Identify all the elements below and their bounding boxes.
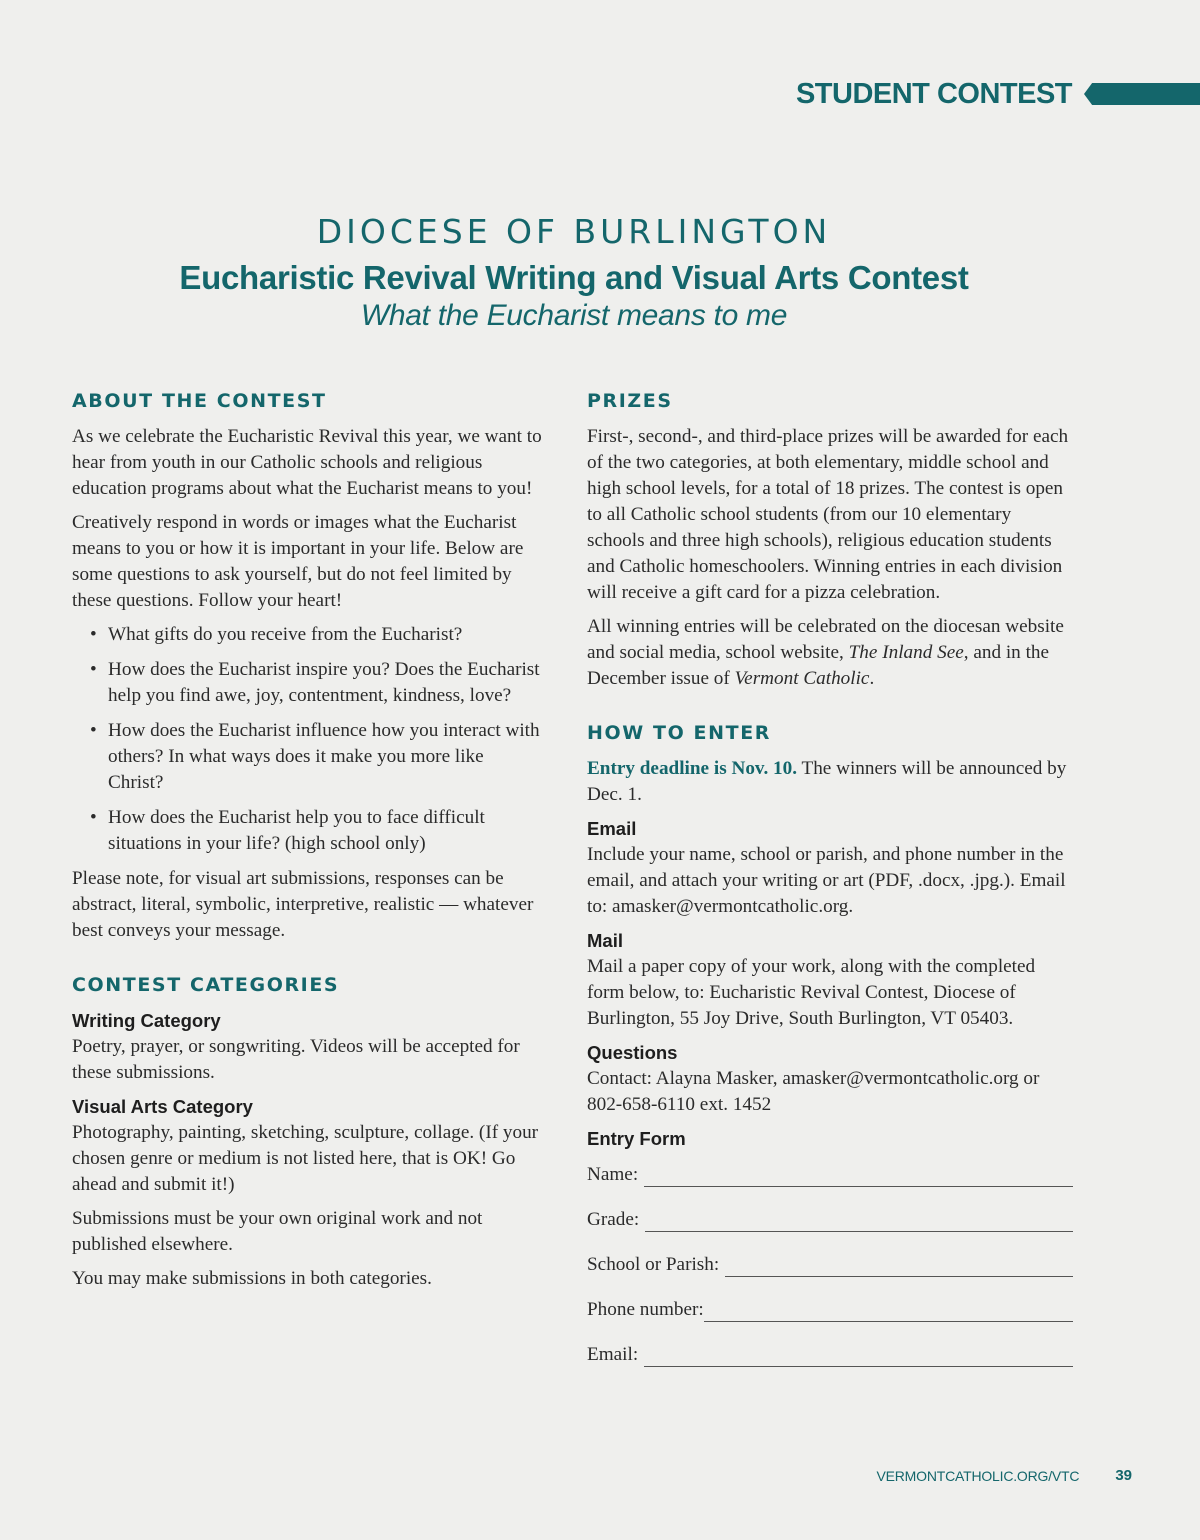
about-paragraph-1: As we celebrate the Eucharistic Revival this year, we want to hear from youth in our Catholic schools and religious education programs about what the Eucharist means to you! bbox=[72, 426, 542, 499]
school-field-line[interactable] bbox=[725, 1255, 1073, 1277]
deadline-rest: The winners will be announced by Dec. 1. bbox=[587, 758, 1067, 805]
writing-category-title: Writing Category bbox=[72, 1010, 221, 1031]
both-categories-note: You may make submissions in both categories. bbox=[72, 1268, 432, 1289]
page-subtitle: What the Eucharist means to me bbox=[360, 299, 788, 332]
deadline-paragraph bbox=[587, 756, 1073, 808]
publication-inland-see: The Inland See bbox=[848, 642, 964, 663]
form-label-phone: Phone number: bbox=[587, 1299, 704, 1320]
prizes-paragraph-2-end: . bbox=[869, 668, 875, 689]
question-item: • What gifts do you receive from the Eucharist? bbox=[72, 622, 542, 648]
categories-heading: CONTEST CATEGORIES bbox=[72, 974, 340, 996]
section-tag-label: STUDENT CONTEST bbox=[795, 77, 1072, 110]
writing-category-text: Poetry, prayer, or songwriting. Videos will be accepted for these submissions. bbox=[72, 1036, 520, 1083]
form-row-school bbox=[587, 1232, 1073, 1277]
question-item: • How does the Eucharist inspire you? Does the Eucharist help you find awe, joy, contentment, kindness, love? bbox=[72, 657, 542, 709]
questions-text: Contact: Alayna Masker, amasker@vermontcatholic.org or 802-658-6110 ext. 1452 bbox=[587, 1068, 1040, 1115]
questions-title: Questions bbox=[587, 1042, 678, 1063]
email-text: Include your name, school or parish, and phone number in the email, and attach your writing or art (PDF, .docx, .jpg.). Email to: amasker@vermontcatholic.org. bbox=[587, 844, 1066, 917]
form-row-grade bbox=[587, 1187, 1073, 1232]
question-list bbox=[72, 622, 542, 857]
prizes-paragraph-2-mid: , and in the December issue of bbox=[587, 642, 1050, 689]
about-heading: ABOUT THE CONTEST bbox=[72, 390, 327, 412]
grade-field-line[interactable] bbox=[645, 1210, 1073, 1232]
page-title: Eucharistic Revival Writing and Visual Arts Contest bbox=[179, 259, 969, 296]
right-column bbox=[587, 390, 1073, 1367]
section-tag bbox=[796, 78, 1200, 110]
form-label-name: Name: bbox=[587, 1164, 639, 1185]
email-field-line[interactable] bbox=[644, 1345, 1073, 1367]
publication-vermont-catholic: Vermont Catholic bbox=[734, 668, 870, 689]
prizes-heading: PRIZES bbox=[587, 390, 673, 412]
visual-category-text: Photography, painting, sketching, sculpture, collage. (If your chosen genre or medium is not listed here, that is OK! Go ahead and submit it!) bbox=[72, 1122, 539, 1195]
visual-art-note: Please note, for visual art submissions, responses can be abstract, literal, symbolic, interpretive, realistic — whatever best conveys your message. bbox=[72, 868, 534, 941]
mail-title: Mail bbox=[587, 930, 623, 951]
footer-url[interactable]: VERMONTCATHOLIC.ORG/VTC bbox=[876, 1467, 1080, 1484]
diocese-name: DIOCESE OF BURLINGTON bbox=[316, 212, 832, 251]
page-footer bbox=[876, 1467, 1132, 1484]
form-row-phone bbox=[587, 1277, 1073, 1322]
email-title: Email bbox=[587, 818, 637, 839]
how-to-enter-heading: HOW TO ENTER bbox=[587, 722, 772, 744]
entry-form-title: Entry Form bbox=[587, 1128, 686, 1149]
phone-field-line[interactable] bbox=[704, 1300, 1073, 1322]
form-label-grade: Grade: bbox=[587, 1209, 640, 1230]
title-block bbox=[0, 212, 1148, 333]
prizes-paragraph-2-start: All winning entries will be celebrated on the diocesan website and social media, school website, bbox=[587, 616, 1064, 663]
mail-text: Mail a paper copy of your work, along with the completed form below, to: Eucharistic Revival Contest, Diocese of Burlington, 55 Joy Drive, South Burlington, VT 05403. bbox=[587, 956, 1036, 1029]
entry-form bbox=[587, 1142, 1073, 1367]
form-label-school: School or Parish: bbox=[587, 1254, 720, 1275]
form-label-email: Email: bbox=[587, 1344, 639, 1365]
name-field-line[interactable] bbox=[644, 1165, 1073, 1187]
left-column bbox=[72, 390, 542, 1300]
visual-category-title: Visual Arts Category bbox=[72, 1096, 253, 1117]
page-number: 39 bbox=[1115, 1467, 1132, 1484]
original-work-note: Submissions must be your own original work and not published elsewhere. bbox=[72, 1208, 483, 1255]
prizes-paragraph-2 bbox=[587, 614, 1073, 692]
about-paragraph-2: Creatively respond in words or images what the Eucharist means to you or how it is important in your life. Below are some questions to ask yourself, but do not feel limited by these questions. Follow your heart! bbox=[72, 512, 524, 611]
form-row-email bbox=[587, 1322, 1073, 1367]
question-item: • How does the Eucharist help you to face difficult situations in your life? (high school only) bbox=[72, 805, 542, 857]
prizes-paragraph-1: First-, second-, and third-place prizes will be awarded for each of the two categories, at both elementary, middle school and high school levels, for a total of 18 prizes. The contest is open to all Catholic school students (from our 10 elementary schools and three high schools), religious education students and Catholic homeschoolers. Winning entries in each division will receive a gift card for a pizza celebration. bbox=[587, 426, 1069, 603]
section-tag-arrow bbox=[1084, 83, 1200, 105]
entry-deadline: Entry deadline is Nov. 10. bbox=[587, 758, 798, 779]
question-item: • How does the Eucharist influence how you interact with others? In what ways does it make you more like Christ? bbox=[72, 718, 542, 796]
